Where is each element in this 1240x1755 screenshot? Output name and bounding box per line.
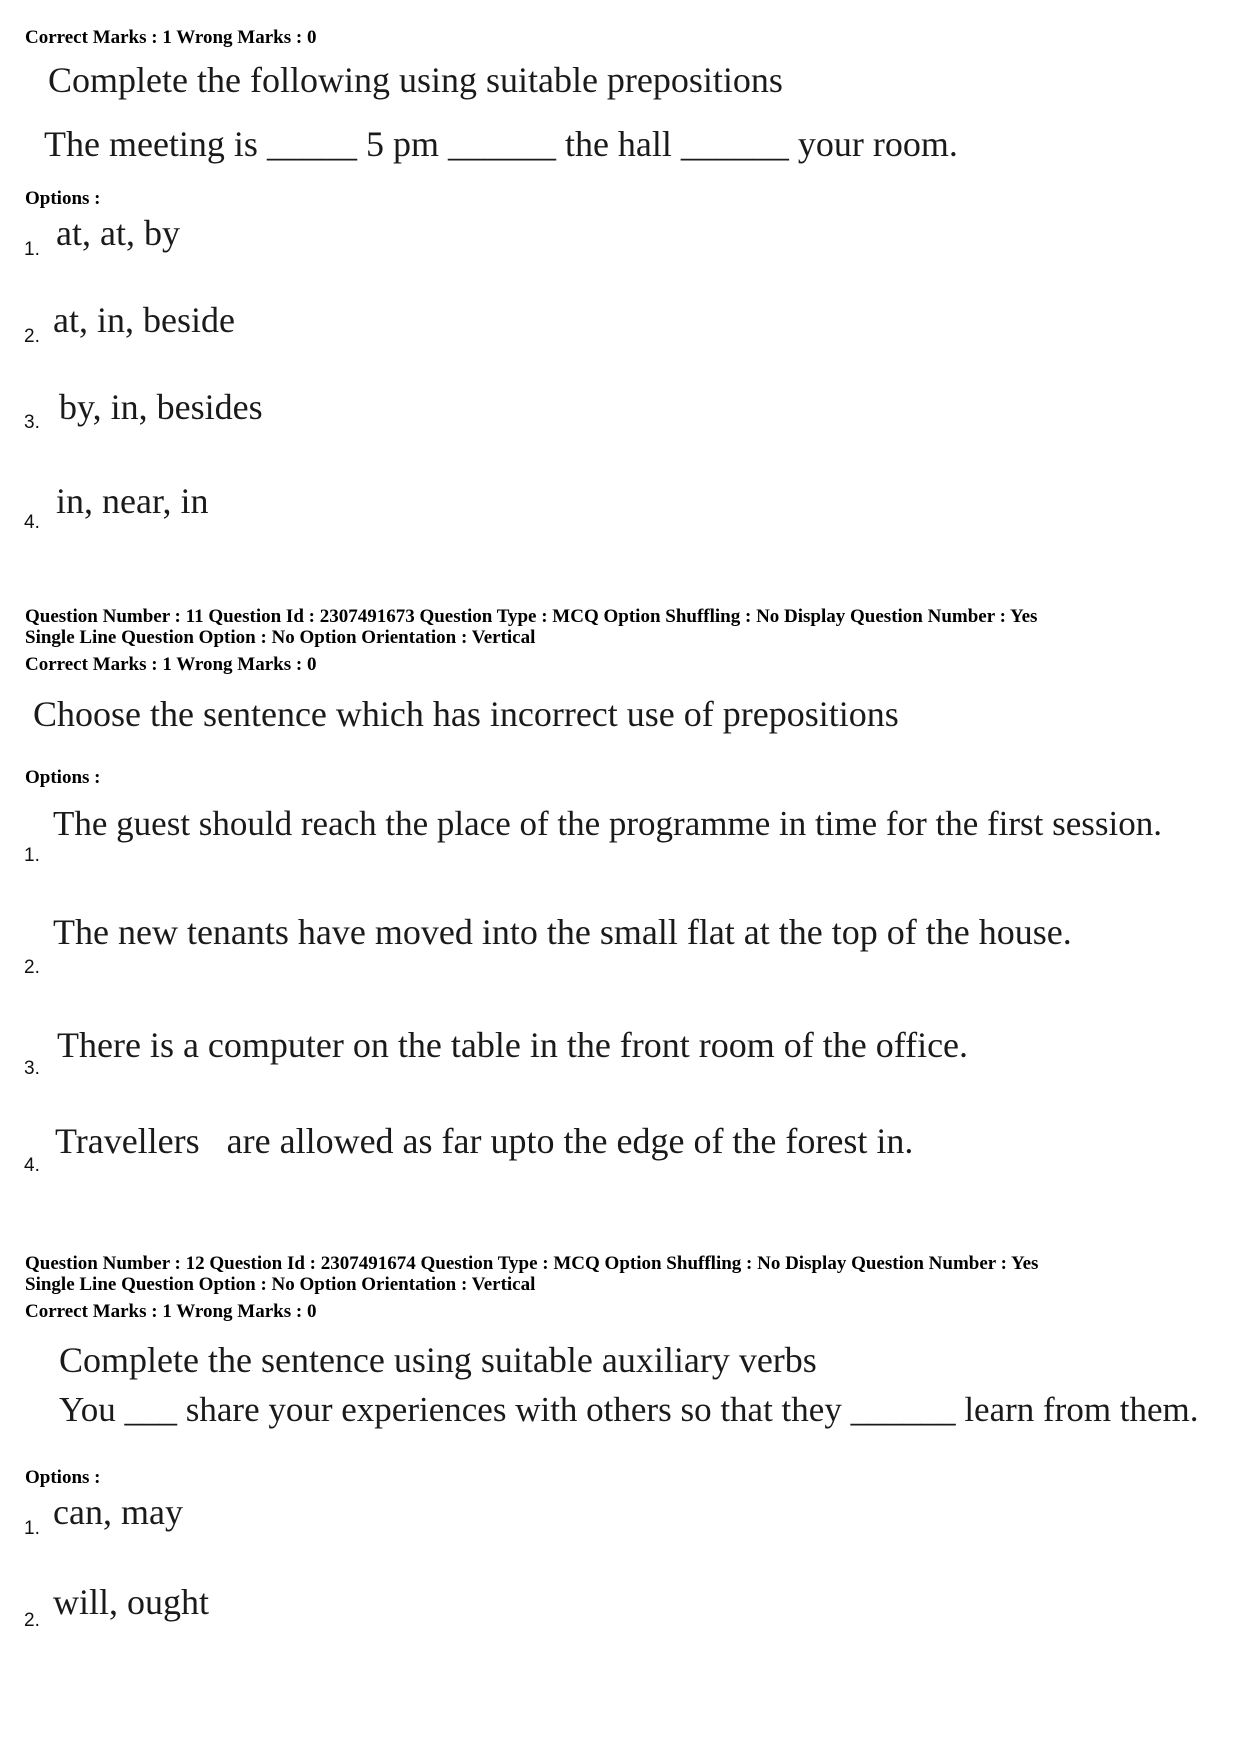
q11-option-3-number: 3.: [24, 1058, 40, 1079]
q10-options-label: Options :: [25, 188, 101, 209]
q11-instruction: Choose the sentence which has incorrect use of prepositions: [33, 694, 899, 734]
q12-options-label: Options :: [25, 1467, 101, 1488]
q11-option-4-text[interactable]: Travellers are allowed as far upto the edge of the forest in.: [55, 1121, 914, 1161]
q10-option-1-text[interactable]: at, at, by: [56, 213, 180, 253]
q12-header-line-2: Single Line Question Option : No Option Orientation : Vertical: [25, 1274, 536, 1295]
q10-option-2-text[interactable]: at, in, beside: [53, 300, 235, 340]
q12-option-1-number: 1.: [24, 1518, 40, 1539]
q11-marks: Correct Marks : 1 Wrong Marks : 0: [25, 654, 317, 675]
q10-instruction: Complete the following using suitable prepositions: [48, 60, 783, 100]
q10-option-4-number: 4.: [24, 512, 40, 533]
q12-option-1-text[interactable]: can, may: [53, 1492, 183, 1532]
q11-option-1-number: 1.: [24, 845, 40, 866]
q10-option-4-text[interactable]: in, near, in: [56, 481, 209, 521]
q10-option-2-number: 2.: [24, 326, 40, 347]
q11-option-2-text[interactable]: The new tenants have moved into the small flat at the top of the house.: [53, 912, 1072, 952]
q11-option-2-number: 2.: [24, 957, 40, 978]
q12-option-2-text[interactable]: will, ought: [53, 1582, 210, 1622]
q11-option-1-text[interactable]: The guest should reach the place of the programme in time for the first session.: [53, 804, 1162, 843]
q11-option-4-number: 4.: [24, 1155, 40, 1176]
q10-option-3-number: 3.: [24, 412, 40, 433]
q11-option-3-text[interactable]: There is a computer on the table in the front room of the office.: [57, 1025, 969, 1065]
q12-marks: Correct Marks : 1 Wrong Marks : 0: [25, 1301, 317, 1322]
q11-options-label: Options :: [25, 767, 101, 788]
q12-sentence: You ___ share your experiences with others so that they ______ learn from them.: [59, 1390, 1199, 1429]
q12-header-line-1: Question Number : 12 Question Id : 2307491674 Question Type : MCQ Option Shuffling : No Display Question Number : Yes: [25, 1253, 1039, 1274]
q10-marks: Correct Marks : 1 Wrong Marks : 0: [25, 27, 317, 48]
q11-header-line-2: Single Line Question Option : No Option Orientation : Vertical: [25, 627, 536, 648]
q10-option-1-number: 1.: [24, 239, 40, 260]
q10-sentence: The meeting is _____ 5 pm ______ the hall ______ your room.: [44, 124, 958, 164]
q12-option-2-number: 2.: [24, 1610, 40, 1631]
q11-header-line-1: Question Number : 11 Question Id : 2307491673 Question Type : MCQ Option Shuffling : No Display Question Number : Yes: [25, 606, 1038, 627]
q10-option-3-text[interactable]: by, in, besides: [59, 387, 263, 427]
q12-instruction: Complete the sentence using suitable auxiliary verbs: [59, 1340, 817, 1380]
